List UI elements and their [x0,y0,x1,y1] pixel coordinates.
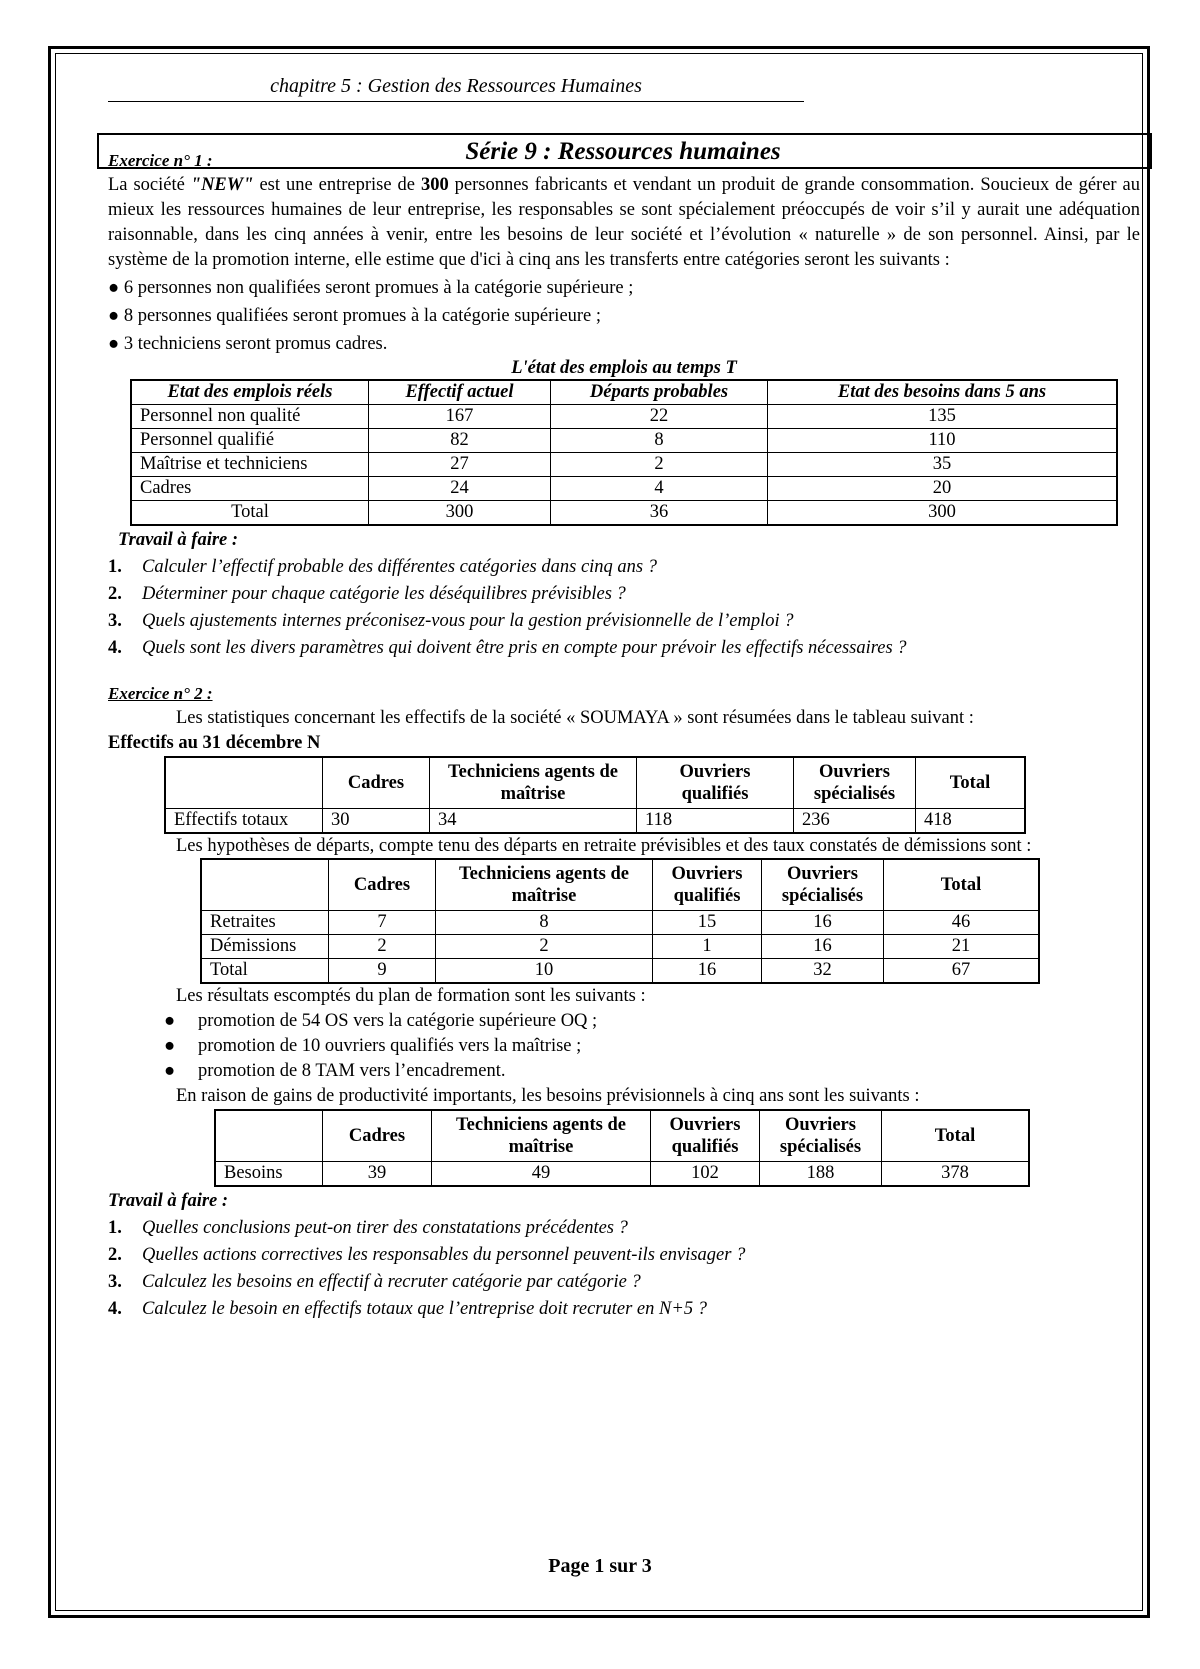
column-header: Ouvriers qualifiés [651,1110,760,1162]
column-header: Ouvriers spécialisés [760,1110,882,1162]
column-header: Ouvriers spécialisés [794,757,916,809]
table-row: Démissions 2 2 1 16 21 [201,935,1039,959]
column-header: Ouvriers qualifiés [653,859,762,911]
column-header: Techniciens agents de maîtrise [430,757,637,809]
table-row: Effectifs totaux 30 34 118 236 418 [165,809,1025,834]
table-header-row [165,757,1025,809]
emplois-table [130,379,1118,526]
column-header: Etat des besoins dans 5 ans [768,380,1118,405]
column-header: Cadres [329,859,436,911]
table-row: Personnel qualifié 82 8 110 [131,429,1117,453]
table-caption: L'état des emplois au temps T [511,358,737,378]
list-item: ● promotion de 10 ouvriers qualifiés vers la maîtrise ; [164,1036,582,1056]
table-header-row [131,380,1117,405]
table-header-row [201,859,1039,911]
task-item: 3. Quels ajustements internes préconisez-vous pour la gestion prévisionnelle de l’emploi ? [108,611,794,631]
departs-table [200,858,1040,984]
exercise-1-tasks [108,528,1140,661]
table-row: Maîtrise et techniciens 27 2 35 [131,453,1117,477]
formation-text: Les résultats escomptés du plan de formation sont les suivants : [176,986,646,1006]
tasks-heading: Travail à faire : [108,1191,229,1211]
column-header: Techniciens agents de maîtrise [432,1110,651,1162]
task-item: 1. Calculer l’effectif probable des différentes catégories dans cinq ans ? [108,557,657,577]
column-header: Ouvriers spécialisés [762,859,884,911]
effectifs-table [164,756,1026,834]
table-header-row [215,1110,1029,1162]
column-header: Cadres [323,757,430,809]
table-row: Personnel non qualité 167 22 135 [131,405,1117,429]
task-item: 4. Quels sont les divers paramètres qui doivent être pris en compte pour prévoir les effectifs nécessaires ? [108,638,907,658]
serie-title-box [97,133,1152,169]
column-header: Départs probables [551,380,768,405]
table-row: Total 300 36 300 [131,501,1117,526]
table-row: Total 9 10 16 32 67 [201,959,1039,984]
task-item: 1. Quelles conclusions peut-on tirer des constatations précédentes ? [108,1218,628,1238]
task-item: 3. Calculez les besoins en effectif à recruter catégorie par catégorie ? [108,1272,641,1292]
column-header: Ouvriers qualifiés [637,757,794,809]
chapter-title: chapitre 5 : Gestion des Ressources Humaines [108,74,804,102]
besoins-text: En raison de gains de productivité importants, les besoins prévisionnels à cinq ans sont les suivants : [176,1086,920,1106]
list-item: ● 3 techniciens seront promus cadres. [108,334,388,354]
effectifs-heading: Effectifs au 31 décembre N [108,733,321,753]
task-item: 4. Calculez le besoin en effectifs totaux que l’entreprise doit recruter en N+5 ? [108,1299,707,1319]
page-number: Page 1 sur 3 [548,1555,652,1577]
exercise-2-tasks [108,1189,1140,1322]
serie-title: Série 9 : Ressources humaines [465,138,781,165]
exercise-1-intro: La société "NEW" est une entreprise de 300 personnes fabricants et vendant un produit de grande consommation. Soucieux de gérer au mieux les ressources humaines de leur entreprise, les responsables se sont spécialement préoccupés de voir s’il y aurait une adéquation raisonnable, dans les cinq années à venir, entre les besoins de leur société et l’évolution « naturelle » de son personnel. Ainsi, par le système de la promotion interne, elle estime que d'ici à cinq ans les transferts entre catégories seront les suivants : [108,175,1140,270]
besoins-table [214,1109,1030,1187]
column-header: Effectif actuel [369,380,551,405]
column-header: Total [884,859,1040,911]
column-header: Etat des emplois réels [131,380,369,405]
column-header: Techniciens agents de maîtrise [436,859,653,911]
tasks-heading: Travail à faire : [118,530,239,550]
exercise-1-title: Exercice n° 1 : [108,151,213,170]
exercise-1 [108,148,1140,661]
list-item: ● 8 personnes qualifiées seront promues à la catégorie supérieure ; [108,306,602,326]
exercise-2-intro: Les statistiques concernant les effectifs de la société « SOUMAYA » sont résumées dans le tableau suivant : [176,708,974,728]
list-item: ● promotion de 54 OS vers la catégorie supérieure OQ ; [164,1011,598,1031]
page-content [108,70,1140,1324]
table-row: Cadres 24 4 20 [131,477,1117,501]
exercise-2-title: Exercice n° 2 : [108,684,213,703]
list-item: ● 6 personnes non qualifiées seront promues à la catégorie supérieure ; [108,278,634,298]
departs-text: Les hypothèses de départs, compte tenu des départs en retraite prévisibles et des taux constatés de démissions sont : [176,836,1032,856]
column-header: Total [882,1110,1030,1162]
table-row: Retraites 7 8 15 16 46 [201,911,1039,935]
exercise-2 [108,681,1140,1322]
task-item: 2. Déterminer pour chaque catégorie les déséquilibres prévisibles ? [108,584,626,604]
table-row: Besoins 39 49 102 188 378 [215,1162,1029,1187]
column-header: Total [916,757,1026,809]
column-header: Cadres [323,1110,432,1162]
task-item: 2. Quelles actions correctives les responsables du personnel peuvent-ils envisager ? [108,1245,746,1265]
list-item: ● promotion de 8 TAM vers l’encadrement. [164,1061,506,1081]
